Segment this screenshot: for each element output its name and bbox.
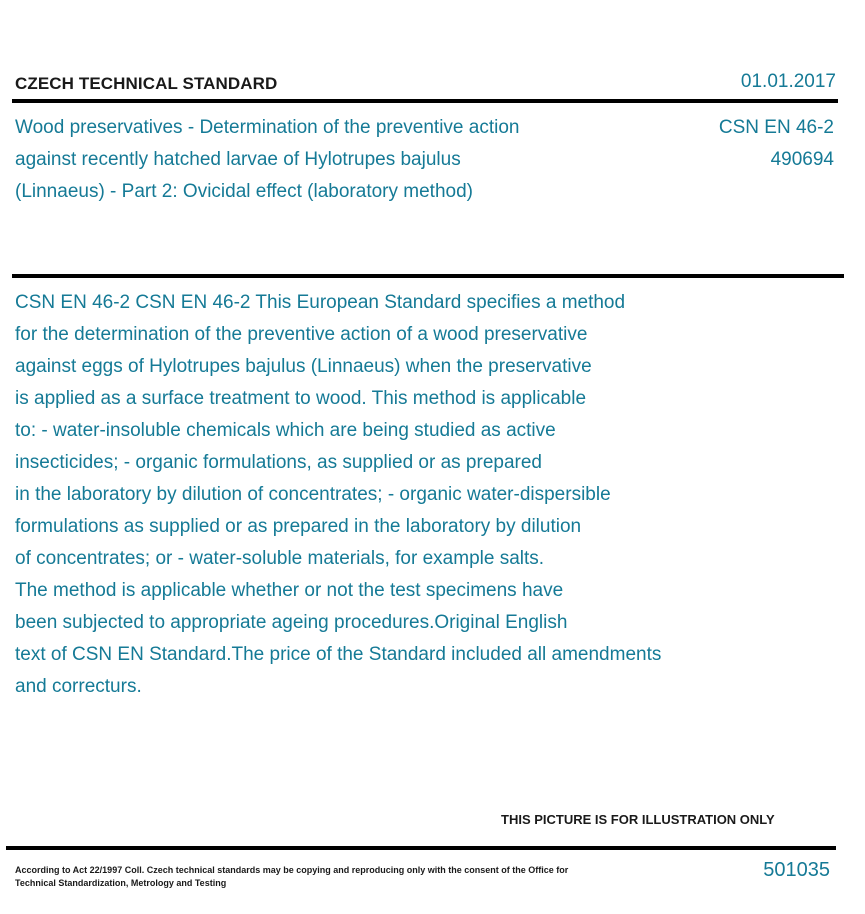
document-type-heading: CZECH TECHNICAL STANDARD [15, 74, 278, 93]
standard-code: CSN EN 46-2 [718, 117, 834, 138]
standard-title: Wood preservatives - Determination of the preventive action against recently hatched larvae of Hylotrupes bajulus (Linnaeus) - Part 2: Ovicidal effect (laboratory method) [15, 117, 520, 202]
title-divider [12, 274, 844, 278]
standard-description: CSN EN 46-2 CSN EN 46-2 This European Standard specifies a method for the determination of the preventive action of a wood preservative against eggs of Hylotrupes bajulus (Linnaeus) when the preservative is applied as a surface treatment to wood. This method is applicable to: - water-insoluble chemicals which are being studied as active insecticides; - organic formulations, as supplied or as prepared in the laboratory by dilution of concentrates; - organic water-dispersible formulations as supplied or as prepared in the laboratory by dilution of concentrates; or - water-soluble materials, for example salts. The method is applicable whether or not the test specimens have been subjected to appropriate ageing procedures.Original English text of CSN EN Standard.The price of the Standard included all amendments and correcturs. [15, 292, 662, 697]
header-divider [12, 99, 838, 103]
illustration-disclaimer: THIS PICTURE IS FOR ILLUSTRATION ONLY [501, 812, 775, 827]
footer-divider [6, 846, 836, 850]
catalog-number: 490694 [770, 149, 834, 170]
standard-codes [719, 112, 834, 176]
document-id: 501035 [763, 859, 830, 881]
legal-note: According to Act 22/1997 Coll. Czech technical standards may be copying and reproducing only with the consent of the Office for Technical Standardization, Metrology and Testing [15, 865, 569, 888]
publication-date: 01.01.2017 [740, 71, 836, 92]
